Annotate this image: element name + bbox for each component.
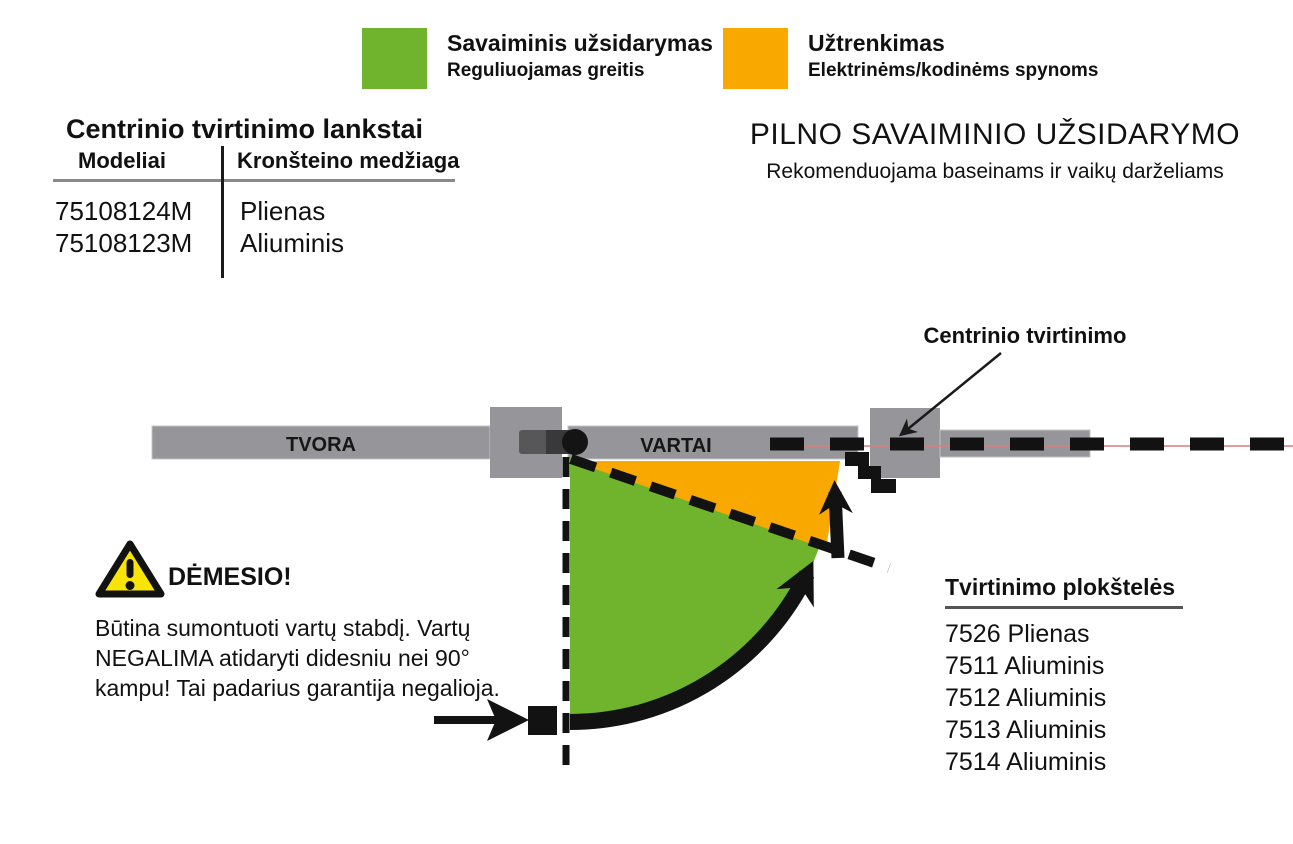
plate-item: 7513 Aliuminis [945, 716, 1107, 744]
warning-triangle-icon [95, 538, 165, 600]
heading-title: PILNO SAVAIMINIO UŽSIDARYMO [749, 118, 1241, 151]
central-mount-callout-label: Centrinio tvirtinimo [923, 323, 1127, 348]
mounting-plates-list [945, 574, 1215, 778]
central-mount-callout-arrow [903, 353, 1001, 433]
warning-heading: DĖMESIO! [168, 563, 292, 591]
plates-items [945, 618, 1215, 778]
warning-line: NEGALIMA atidaryti didesniu nei 90° [95, 645, 470, 671]
table-cell-material: Aliuminis [240, 228, 345, 258]
legend-title: Savaiminis užsidarymas [447, 30, 713, 56]
warning-line: Būtina sumontuoti vartų stabdį. Vartų [95, 615, 471, 641]
legend-subtitle: Elektrinėms/kodinėms spynoms [808, 60, 1099, 82]
table-title: Centrinio tvirtinimo lankstai [66, 114, 424, 144]
column-header-models: Modeliai [78, 148, 167, 173]
gate-stop-marker [528, 706, 557, 735]
legend-subtitle: Reguliuojamas greitis [447, 60, 645, 82]
table-cell-model: 75108123M [55, 228, 193, 258]
plate-item: 7512 Aliuminis [945, 684, 1107, 712]
plate-item: 7526 Plienas [945, 620, 1090, 648]
table-cell-model: 75108124M [55, 196, 193, 226]
warning-line: kampu! Tai padarius garantija negalioja. [95, 675, 500, 701]
legend-title: Užtrenkimas [808, 30, 945, 56]
fence-label: TVORA [286, 434, 356, 456]
column-header-material: Kronšteino medžiaga [237, 148, 460, 173]
heading-subtitle: Rekomenduojama baseinams ir vaikų darželiams [766, 160, 1224, 183]
gate-label: VARTAI [640, 435, 712, 457]
gate-bar [568, 426, 858, 459]
warning-text [95, 613, 500, 703]
slam-direction-arrow [835, 492, 838, 558]
table-cell-material: Plienas [240, 196, 326, 226]
plates-title: Tvirtinimo plokštelės [945, 574, 1183, 609]
plate-item: 7511 Aliuminis [945, 652, 1105, 680]
plate-item: 7514 Aliuminis [945, 748, 1107, 776]
hinge-pivot-knob [562, 429, 588, 455]
